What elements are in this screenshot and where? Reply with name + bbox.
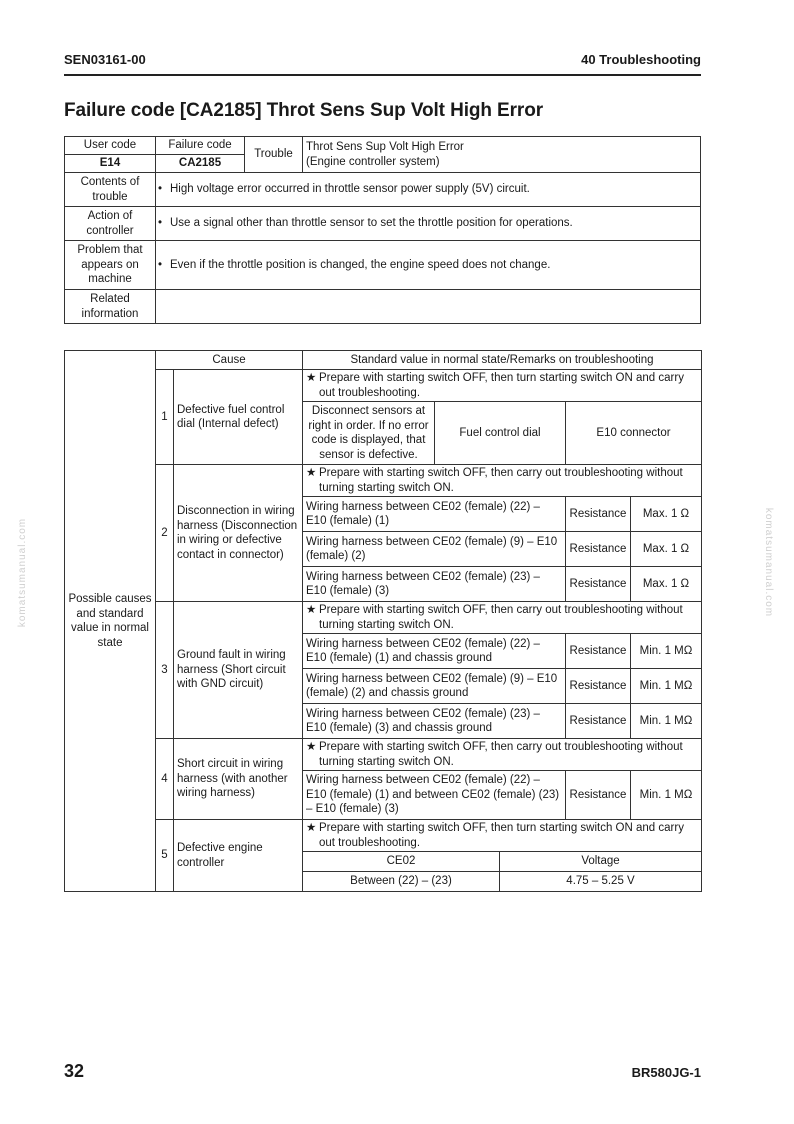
watermark-left: komatsumanual.com <box>17 517 29 628</box>
star-icon: ★ <box>306 372 317 384</box>
check-text: Wiring harness between CE02 (female) (22) – E10 (female) (1) and chassis ground <box>303 634 566 669</box>
voltage-value: 4.75 – 5.25 V <box>500 872 702 892</box>
check-text: Wiring harness between CE02 (female) (23) – E10 (female) (3) <box>303 567 566 602</box>
cause-number: 3 <box>156 602 174 739</box>
contents-label: Contents of trouble <box>65 173 156 207</box>
check-value: Max. 1 Ω <box>631 532 702 567</box>
bullet: • <box>158 183 163 196</box>
check-value: Max. 1 Ω <box>631 567 702 602</box>
check-text: Wiring harness between CE02 (female) (22) – E10 (female) (1) <box>303 497 566 532</box>
check-item: Resistance <box>566 567 631 602</box>
check-item: Resistance <box>566 497 631 532</box>
check-text: Wiring harness between CE02 (female) (22) – E10 (female) (1) and between CE02 (female) (23) – E10 (female) (3) <box>303 771 566 820</box>
star-icon: ★ <box>306 467 317 479</box>
bullet: • <box>158 258 163 271</box>
voltage-header: Voltage <box>500 852 702 872</box>
failure-code-value: CA2185 <box>156 155 245 173</box>
trouble-description <box>303 137 701 173</box>
action-label: Action of controller <box>65 207 156 241</box>
check-value: Min. 1 MΩ <box>631 771 702 820</box>
star-icon: ★ <box>306 741 317 753</box>
action-text: Use a signal other than throttle sensor to set the throttle position for operations. <box>170 217 573 230</box>
trouble-line-2: (Engine controller system) <box>306 155 440 168</box>
user-code-value: E14 <box>65 155 156 173</box>
cause-note <box>303 820 702 852</box>
cause-note <box>303 370 702 402</box>
cause-name: Ground fault in wiring harness (Short circuit with GND circuit) <box>174 602 303 739</box>
problem-text-cell <box>156 241 701 290</box>
user-code-label: User code <box>65 137 156 155</box>
cause-number: 4 <box>156 739 174 820</box>
check-value: Min. 1 MΩ <box>631 704 702 739</box>
cause-name: Defective fuel control dial (Internal defect) <box>174 370 303 465</box>
star-icon: ★ <box>306 822 317 834</box>
cause-name: Defective engine controller <box>174 820 303 892</box>
action-text-cell <box>156 207 701 241</box>
check-value: Min. 1 MΩ <box>631 634 702 669</box>
note-text: Prepare with starting switch OFF, then turn starting switch ON and carry out troubleshooting. <box>319 822 684 849</box>
contents-text: High voltage error occurred in throttle sensor power supply (5V) circuit. <box>170 183 530 196</box>
note-text: Prepare with starting switch OFF, then carry out troubleshooting without turning starting switch ON. <box>319 741 683 768</box>
check-item: Resistance <box>566 669 631 704</box>
check-text: Wiring harness between CE02 (female) (9) – E10 (female) (2) <box>303 532 566 567</box>
watermark-right: komatsumanual.com <box>763 507 775 618</box>
cause-note <box>303 739 702 771</box>
bullet: • <box>158 217 163 230</box>
check-item: Resistance <box>566 771 631 820</box>
note-text: Prepare with starting switch OFF, then carry out troubleshooting without turning starting switch ON. <box>319 604 683 631</box>
note-text: Prepare with starting switch OFF, then carry out troubleshooting without turning starting switch ON. <box>319 467 683 494</box>
e10-connector-cell: E10 connector <box>566 402 702 465</box>
cause-note <box>303 602 702 634</box>
check-value: Max. 1 Ω <box>631 497 702 532</box>
problem-label: Problem that appears on machine <box>65 241 156 290</box>
contents-text-cell <box>156 173 701 207</box>
section-title: 40 Troubleshooting <box>581 52 701 67</box>
cause-name: Disconnection in wiring harness (Disconnection in wiring or defective contact in connector) <box>174 465 303 602</box>
check-value: Min. 1 MΩ <box>631 669 702 704</box>
problem-text: Even if the throttle position is changed, the engine speed does not change. <box>170 258 551 271</box>
cause-name: Short circuit in wiring harness (with another wiring harness) <box>174 739 303 820</box>
fuel-control-dial-cell: Fuel control dial <box>435 402 566 465</box>
info-table <box>64 136 701 324</box>
header-rule <box>64 74 701 76</box>
check-item: Resistance <box>566 634 631 669</box>
ce02-header: CE02 <box>303 852 500 872</box>
page-number: 32 <box>64 1061 85 1081</box>
star-icon: ★ <box>306 604 317 616</box>
note-text: Prepare with starting switch OFF, then turn starting switch ON and carry out troubleshooting. <box>319 372 684 399</box>
causes-table <box>64 350 702 892</box>
page-title: Failure code [CA2185] Throt Sens Sup Volt High Error <box>64 100 544 121</box>
cause-header: Cause <box>156 351 303 370</box>
cause-number: 1 <box>156 370 174 465</box>
standard-header: Standard value in normal state/Remarks on troubleshooting <box>303 351 702 370</box>
trouble-label: Trouble <box>245 137 303 173</box>
related-text <box>156 290 701 324</box>
cause-number: 2 <box>156 465 174 602</box>
related-label: Related information <box>65 290 156 324</box>
check-item: Resistance <box>566 532 631 567</box>
cause-note <box>303 465 702 497</box>
trouble-line-1: Throt Sens Sup Volt High Error <box>306 141 464 153</box>
cause-number: 5 <box>156 820 174 892</box>
check-item: Resistance <box>566 704 631 739</box>
side-label: Possible causes and standard value in normal state <box>65 351 156 892</box>
model-code: BR580JG-1 <box>631 1065 701 1080</box>
failure-code-label: Failure code <box>156 137 245 155</box>
doc-code: SEN03161-00 <box>64 52 146 67</box>
disconnect-instruction: Disconnect sensors at right in order. If no error code is displayed, that sensor is defective. <box>303 402 435 465</box>
ce02-value: Between (22) – (23) <box>303 872 500 892</box>
check-text: Wiring harness between CE02 (female) (9) – E10 (female) (2) and chassis ground <box>303 669 566 704</box>
check-text: Wiring harness between CE02 (female) (23) – E10 (female) (3) and chassis ground <box>303 704 566 739</box>
